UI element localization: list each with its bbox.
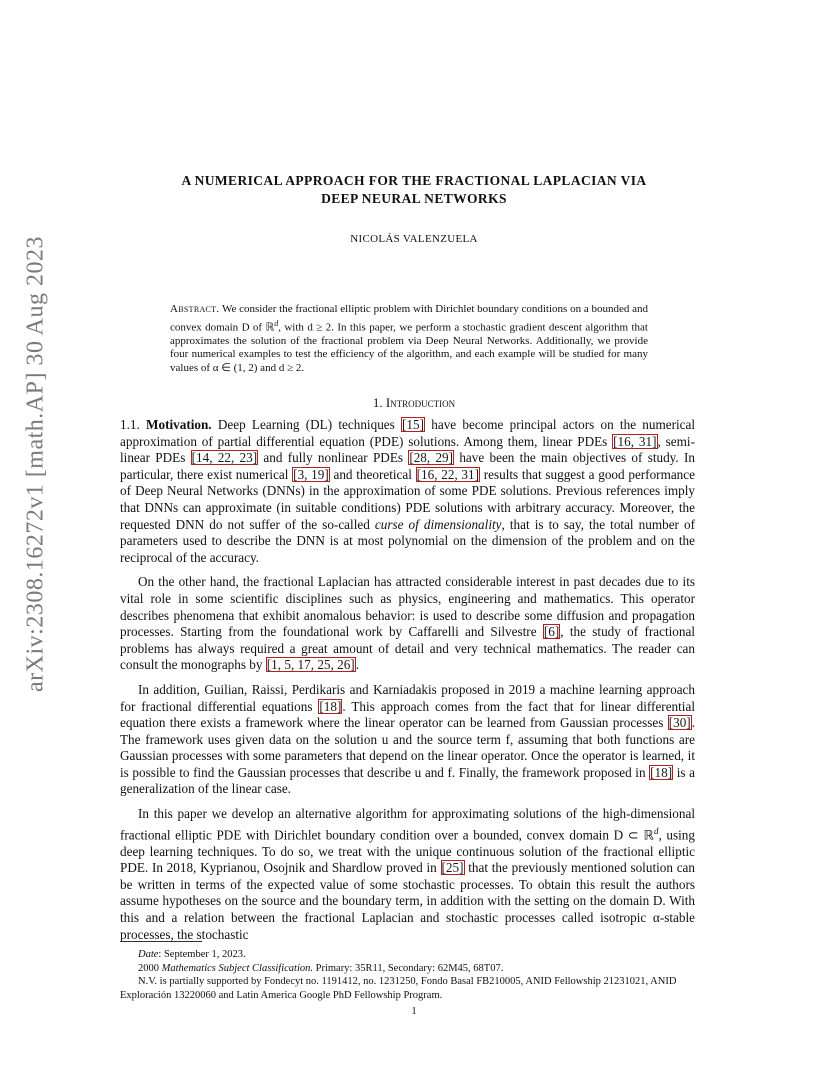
body-text xyxy=(120,417,695,951)
section-title: Introduction xyxy=(385,395,456,410)
msc-value: Primary: 35R11, Secondary: 62M45, 68T07. xyxy=(312,962,504,974)
title-line-2: DEEP NEURAL NETWORKS xyxy=(321,191,507,206)
paragraph-machine-learning xyxy=(120,682,695,798)
author-name: NICOLÁS VALENZUELA xyxy=(350,233,478,245)
text-run: , using deep learning techniques. To do so, we treat with the unique continuous solution of the fractional elliptic PDE. In 2018, Kyprianou, Osojnik and Shardlow proved in xyxy=(120,827,695,876)
text-run: . The framework uses given data on the solution u and the source term f, assuming that both functions are Gaussian processes with some parameters that depend on the linear operator. Once the operator is learned, it is possible to find the Gaussian processes that describe u and f. Finally, the framework proposed in xyxy=(120,715,695,780)
text-run: , semi-linear PDEs xyxy=(120,433,695,466)
text-run: that the previously mentioned solution can be written in terms of the expected value of some stochastic processes. To obtain this result the authors assume hypotheses on the source and the boundary term, in addition with the setting on the domain D. With this and a relation between the fractional Laplacian and stochastic processes called isotropic α-stable processes, the stochastic xyxy=(120,860,696,942)
text-run: . xyxy=(355,657,359,673)
date-label: Date xyxy=(138,949,159,960)
arxiv-identifier[interactable]: arXiv:2308.16272v1 [math.AP] 30 Aug 2023 xyxy=(22,236,49,692)
section-number: 1. xyxy=(372,395,383,410)
citation-link[interactable]: [18] xyxy=(650,764,673,780)
citation-link[interactable]: [15] xyxy=(402,417,425,432)
text-run: Deep Learning (DL) techniques xyxy=(217,417,402,432)
citation-link[interactable]: [18] xyxy=(319,698,342,714)
text-run: . This approach comes from the fact that for linear differential equation there exists a framework where the linear operator can be learned from Gaussian processes xyxy=(120,698,695,731)
msc-label: Mathematics Subject Classification. xyxy=(161,962,313,974)
footnote-divider xyxy=(120,941,202,942)
citation-link[interactable]: [6] xyxy=(543,624,560,640)
text-run: is a generalization of the linear case. xyxy=(120,764,695,797)
abstract-superscript: d xyxy=(274,318,279,328)
section-heading xyxy=(120,395,708,411)
arxiv-stamp xyxy=(0,0,72,1072)
abstract-text-2: , with d ≥ 2. In this paper, we perform a stochastic gradient descent algorithm that approximates the solution of the fractional problem via Deep Neural Networks. Additionally, we provide four numerical examples to test the efficiency of the algorithm, and each example will be studied for many values of α ∈ (1, 2) and d ≥ 2. xyxy=(170,321,648,374)
subsection-title: Motivation. xyxy=(146,417,212,432)
text-run: , the study of fractional problems has always required a great amount of detail and very technical mathematics. The reader can consult the monographs by xyxy=(120,624,695,673)
text-run: In this paper we develop an alternative algorithm for approximating solutions of the high-dimensional fractional elliptic PDE with Dirichlet boundary condition over a bounded, convex domain D ⊂ ℝ xyxy=(120,806,695,843)
abstract-label: Abstract. xyxy=(170,303,220,315)
citation-link[interactable]: [30] xyxy=(668,715,691,731)
paper-title xyxy=(120,172,708,208)
footnote-date xyxy=(120,948,695,962)
text-run: On the other hand, the fractional Laplacian has attracted considerable interest in past decades due to its vital role in some scientific disciplines such as physics, engineering and mathematics. This operator describes phenomena that exhibit anomalous behavior: is used to describe some diffusion and propagation processes. Starting from the foundational work by Caffarelli and Silvestre xyxy=(120,574,695,640)
citation-link[interactable]: [16, 31] xyxy=(613,433,657,449)
abstract xyxy=(170,303,648,375)
paragraph-fractional-laplacian xyxy=(120,574,695,674)
text-run: and fully nonlinear PDEs xyxy=(258,450,409,466)
paragraph-this-paper xyxy=(120,806,695,943)
citation-link[interactable]: [28, 29] xyxy=(409,450,454,466)
abstract-text: We consider the fractional elliptic problem with Dirichlet boundary conditions on a bounded and convex domain D of ℝ xyxy=(170,303,649,334)
footnotes xyxy=(120,948,695,1002)
paragraph-motivation xyxy=(120,417,695,566)
text-run: In addition, Guilian, Raissi, Perdikaris and Karniadakis proposed in 2019 a machine learning approach for fractional differential equations xyxy=(120,681,695,714)
page-number: 1 xyxy=(411,1006,417,1017)
citation-link[interactable]: [3, 19] xyxy=(293,466,329,482)
emphasis-term: curse of dimensionality xyxy=(374,516,502,532)
text-run: have been the main objectives of study. In particular, there exist numerical xyxy=(120,450,695,482)
text-run: , that is to say, the total number of parameters used to describe the DNN is at most polynomial on the dimension of the problem and on the reciprocal of the accuracy. xyxy=(120,516,695,565)
text-run: and theoretical xyxy=(329,466,416,482)
citation-link[interactable]: [14, 22, 23] xyxy=(191,450,258,466)
footnote-msc xyxy=(120,962,695,976)
msc-prefix: 2000 xyxy=(138,962,162,974)
superscript: d xyxy=(653,825,659,836)
citation-link[interactable]: [16, 22, 31] xyxy=(416,466,480,482)
text-run: results that suggest a good performance of Deep Neural Networks (DNNs) in the approximation of some PDE solutions. Previous references imply that DNNs can approximate (in suitable conditions) PDE solutions with arbitrary accuracy. Moreover, the requested DNN do not suffer of the so-called xyxy=(120,466,695,532)
subsection-number: 1.1. xyxy=(120,417,140,432)
citation-link[interactable]: [1, 5, 17, 25, 26] xyxy=(266,657,355,673)
footnote-funding xyxy=(120,975,695,1002)
date-value: : September 1, 2023. xyxy=(158,949,246,960)
citation-link[interactable]: [25] xyxy=(441,860,464,876)
funding-text: N.V. is partially supported by Fondecyt no. 1191412, no. 1231250, Fondo Basal FB210005, ANID Fellowship 21231021, ANID Exploración 13220060 and Latin America Google PhD Fellowship Program. xyxy=(120,976,677,1001)
text-run: have become principal actors on the numerical approximation of partial differential equation (PDE) solutions. Among them, linear PDEs xyxy=(120,417,696,449)
title-line-1: A NUMERICAL APPROACH FOR THE FRACTIONAL LAPLACIAN VIA xyxy=(181,173,647,188)
